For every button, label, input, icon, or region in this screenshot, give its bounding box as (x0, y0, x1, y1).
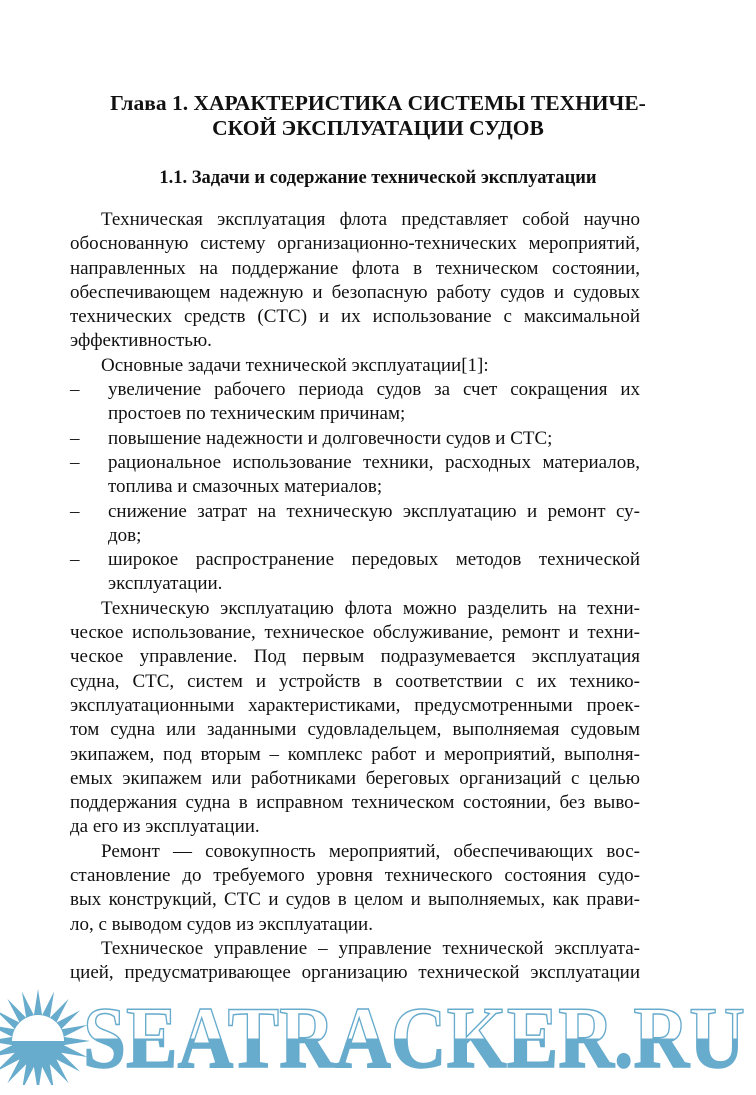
text-line (70, 305, 640, 329)
line-text: Основные задачи технической эксплуатации[1]: (101, 354, 489, 376)
text-line (70, 524, 640, 548)
body-text (70, 208, 640, 986)
text-line (70, 913, 640, 937)
line-text: широкое распространение передовых методов технической (108, 549, 640, 571)
line-text: Техническая эксплуатация флота представляет собой научно (101, 209, 640, 230)
text-line (70, 257, 640, 281)
list-item (70, 378, 640, 402)
text-line (70, 281, 640, 305)
text-line (70, 937, 640, 961)
text-line (70, 597, 640, 621)
line-text: дов; (108, 524, 142, 546)
text-line (70, 232, 640, 256)
line-text: направленных на поддержание флота в техническом состоянии, (70, 257, 640, 279)
line-text: ло, с выводом судов из эксплуатации. (70, 913, 373, 935)
line-text: снижение затрат на техническую эксплуатацию и ремонт су- (108, 500, 640, 522)
line-text: экипажем, под вторым – комплекс работ и мероприятий, выполня- (70, 743, 640, 765)
list-item (70, 500, 640, 524)
line-text: да его из эксплуатации. (70, 816, 260, 838)
text-line (70, 475, 640, 499)
text-line (70, 888, 640, 912)
line-text: поддержания судна в исправном техническом состоянии, без выво- (70, 792, 640, 814)
line-text: вых конструкций, СТС и судов в целом и выполняемых, как прави- (70, 889, 640, 911)
list-item (70, 451, 640, 475)
text-line (70, 767, 640, 791)
bullet-dash: – (70, 427, 80, 449)
line-text: ческое использование, техническое обслуживание, ремонт и техни- (70, 622, 640, 644)
line-text: эффективностью. (70, 330, 212, 352)
text-line (70, 645, 640, 669)
line-text: цией, предусматривающее организацию технической эксплуатации (70, 962, 640, 984)
bullet-dash: – (70, 451, 80, 473)
bullet-dash: – (70, 500, 80, 522)
sun-icon (0, 989, 90, 1085)
text-line (70, 694, 640, 718)
line-text: технических средств (СТС) и их использование с максимальной (70, 306, 640, 328)
text-line (70, 402, 640, 426)
watermark-text: SEATRACKER.RU (83, 990, 745, 1085)
line-text: эксплуатации. (108, 573, 223, 595)
text-line (70, 791, 640, 815)
list-item (70, 548, 640, 572)
line-text: том судна или заданными судовладельцем, выполняемая судовым (70, 719, 640, 741)
bullet-dash: – (70, 549, 80, 571)
line-text: Техническую эксплуатацию флота можно разделить на техни- (101, 597, 640, 619)
line-text: увеличение рабочего периода судов за счет сокращения их (108, 379, 640, 401)
text-line (70, 815, 640, 839)
chapter-title-line1: Глава 1. ХАРАКТЕРИСТИКА СИСТЕМЫ ТЕХНИЧЕ- (110, 91, 646, 115)
line-text: становление до требуемого уровня технического состояния судо- (70, 865, 640, 887)
text-line (70, 718, 640, 742)
section-title: 1.1. Задачи и содержание технической эксплуатации (159, 168, 597, 188)
line-text: простоев по техническим причинам; (108, 403, 406, 425)
chapter-title-line2: СКОЙ ЭКСПЛУАТАЦИИ СУДОВ (212, 116, 544, 140)
text-line (70, 329, 640, 353)
line-text: обоснованную систему организационно-технических мероприятий, (70, 233, 640, 255)
line-text: топлива и смазочных материалов; (108, 476, 383, 498)
text-line (70, 864, 640, 888)
line-text: ческое управление. Под первым подразумевается эксплуатация (70, 646, 640, 668)
line-text: емых экипажем или работниками береговых организаций с целью (70, 767, 640, 789)
line-text: судна, СТС, систем и устройств в соответствии с их технико- (70, 670, 640, 692)
line-text: повышение надежности и долговечности судов и СТС; (108, 427, 553, 449)
line-text: рациональное использование техники, расходных материалов, (108, 451, 640, 473)
text-line (70, 743, 640, 767)
text-line (70, 621, 640, 645)
bullet-dash: – (70, 379, 80, 401)
seatracker-watermark (0, 975, 756, 1085)
line-text: Техническое управление – управление технической эксплуата- (101, 937, 640, 959)
text-line (70, 840, 640, 864)
line-text: Ремонт — совокупность мероприятий, обеспечивающих вос- (101, 840, 640, 862)
text-line (70, 208, 640, 232)
line-text: обеспечивающем надежную и безопасную работу судов и судовых (70, 281, 640, 303)
line-text: эксплуатационными характеристиками, предусмотренными проек- (70, 694, 640, 716)
list-item (70, 427, 640, 451)
text-line (70, 670, 640, 694)
text-line (70, 354, 640, 378)
text-line (70, 572, 640, 596)
